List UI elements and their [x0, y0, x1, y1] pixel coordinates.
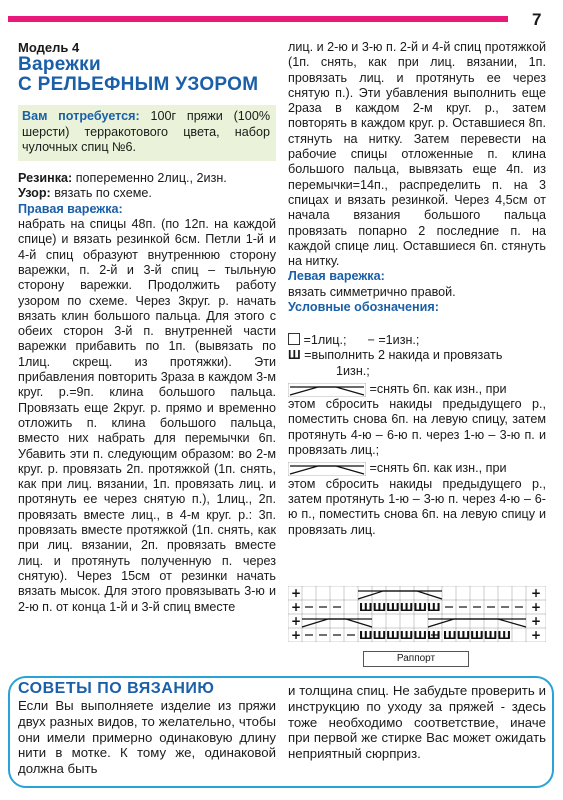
materials-box	[18, 105, 276, 161]
svg-text:ШШШШШШ: ШШШШШШ	[359, 601, 441, 614]
tips-title: СОВЕТЫ ПО ВЯЗАНИЮ	[18, 680, 215, 697]
rib-text: попеременно 2лиц., 2изн.	[75, 171, 227, 186]
rib-paragraph	[18, 171, 276, 186]
chart-yo-row4	[359, 629, 511, 642]
materials-text: 100г пряжи (100% шерсти) терракотового цвета, набор чулочных спиц №6.	[22, 109, 271, 154]
right-mitten-title: Правая варежка:	[18, 201, 123, 216]
chart-yo-row2	[359, 601, 441, 614]
purl-symbol-icon: −	[367, 333, 375, 347]
legend-cable-right-line1: =снять 6п. как изн., при	[369, 381, 507, 396]
svg-text:ШШШШШШ: ШШШШШШ	[359, 629, 441, 642]
svg-text:+: +	[291, 628, 302, 642]
svg-text:ШШШШШ: ШШШШШ	[443, 629, 511, 642]
rib-label: Резинка:	[18, 171, 73, 186]
header-bar	[8, 16, 508, 22]
cable-left-symbol-icon	[288, 462, 366, 476]
svg-text:+: +	[531, 600, 542, 614]
svg-text:+: +	[531, 586, 542, 600]
page-number: 7	[532, 10, 542, 29]
title-line-1: Варежки	[18, 54, 101, 76]
pattern-text: вязать по схеме.	[54, 186, 152, 201]
legend	[288, 333, 546, 538]
model-label: Модель 4	[18, 40, 80, 55]
knit-symbol-icon	[288, 333, 300, 345]
left-mitten-title: Левая варежка:	[288, 269, 385, 284]
svg-text:+: +	[291, 614, 302, 628]
legend-cable-right	[288, 382, 546, 458]
legend-cable-left-line1: =снять 6п. как изн., при	[369, 461, 507, 476]
chart-repeat-label: Раппорт	[363, 651, 469, 667]
legend-knit-purl	[288, 333, 546, 348]
tips-left-text: Если Вы выполняете изделие из пряжи двух разных видов, то желательно, чтобы они имели примерно одинаковую длину нити в мотке. К тому же, одинаковой должна быть	[18, 698, 276, 777]
legend-cable-left	[288, 461, 546, 537]
tips-right-text: и толщина спиц. Не забудьте проверить и инструкцию по уходу за пряжей - здесь тоже необходимо соответствие, иначе при первой же стирке Вас может ожидать неприятный сюрприз.	[288, 683, 546, 762]
right-column	[288, 40, 546, 315]
right-mitten-text: набрать на спицы 48п. (по 12п. на каждой спице) и вязать резинкой 6см. Петли 1-й и 4-й спиц образуют внутреннюю сторону варежки, п. 2-й и 3-й спиц – тыльную сторону варежки. Продолжить работу узором по схеме. Через 3круг. р. начать вязать клин большого пальца. Для этого с обеих сторон 3-й п. внутренней части варежки прибавить по 1п. (вывязать по 1лиц. скрещ. из протяжки). Эти прибавления повторить 3раза в каждом 3-м круг. р.=9п. клина большого пальца. Провязать еще 2круг. р. прямо и временно отложить п. клина большого пальца, вместо них набрать для перемычки 6п. Убавить эти п. следующим образом: во 2-м круг. р. провязать 2п. протяжкой (1п. снять, как при лиц. вязании, 1п. провязать лиц. и протянуть ее через снятую п.), 1лиц., 2п. провязать вместе лиц., в 4-м круг. р.: 3п. провязать вместе протяжкой (1п. снять, как при лиц. вязании, 2п. провязать вместе лиц. и протянуть полученную п. через снятую). Через 15см от резинки начать вязать мысок. Для этого провязывать 3-ю и 2-ю п. от конца 1-й и 3-й спиц вместе	[18, 217, 276, 614]
yarn-over-symbol-icon: Ш	[288, 348, 301, 363]
left-column	[18, 40, 276, 615]
title-line-2: С РЕЛЬЕФНЫМ УЗОРОМ	[18, 74, 259, 96]
legend-cable-left-text: этом сбросить накиды предыдущего р., затем протянуть 1-ю – 3-ю п. через 4-ю – 6-ю п., поместить снова 6п. на левую спицу и провязать лиц.	[288, 476, 546, 537]
materials-label: Вам потребуется:	[22, 109, 140, 124]
svg-text:+: +	[531, 614, 542, 628]
legend-yo-text: =выполнить 2 накида и провязать	[304, 348, 503, 363]
svg-text:+: +	[291, 586, 302, 600]
legend-cable-right-text: этом сбросить накиды предыдущего р., поместить снова 6п. на левую спицу, затем протянуть 4-ю – 6-ю п. через 1-ю – 3-ю п. и провязать лиц.;	[288, 397, 546, 458]
legend-yo	[288, 348, 546, 363]
pattern-paragraph	[18, 186, 276, 201]
svg-text:+: +	[291, 600, 302, 614]
legend-yo-text-2: 1изн.;	[336, 363, 370, 378]
cable-right-symbol-icon	[288, 383, 366, 397]
legend-knit: =1лиц.;	[303, 333, 347, 347]
legend-purl: =1изн.;	[378, 333, 420, 347]
svg-text:+: +	[531, 628, 542, 642]
legend-title: Условные обозначения:	[288, 300, 439, 315]
right-column-text: лиц. и 2-ю и 3-ю п. 2-й и 4-й спиц протяжкой (1п. снять, как при лиц. вязании, 1п. провязать лиц. и протянуть ее через снятую п.). Эти убавления выполнить еще 2раза в каждом 2-м круг. р., затем повторять в каждом круг. р. Оставшиеся 8п. стянуть на нитку. Затем перевести на рабочие спицы отложенные п. клина большого пальца, вывязать еще 4п. из перемычки=14п., распределить п. на 3 спицах и вязать резинкой. Через 4,5см от начала вязания большого пальца провязать попарно 2 последние п. на каждой спице лиц. Оставшиеся 6п. стянуть на нитку.	[288, 40, 546, 269]
left-mitten-text: вязать симметрично правой.	[288, 284, 456, 299]
pattern-label: Узор:	[18, 186, 51, 201]
pattern-chart	[288, 586, 546, 642]
